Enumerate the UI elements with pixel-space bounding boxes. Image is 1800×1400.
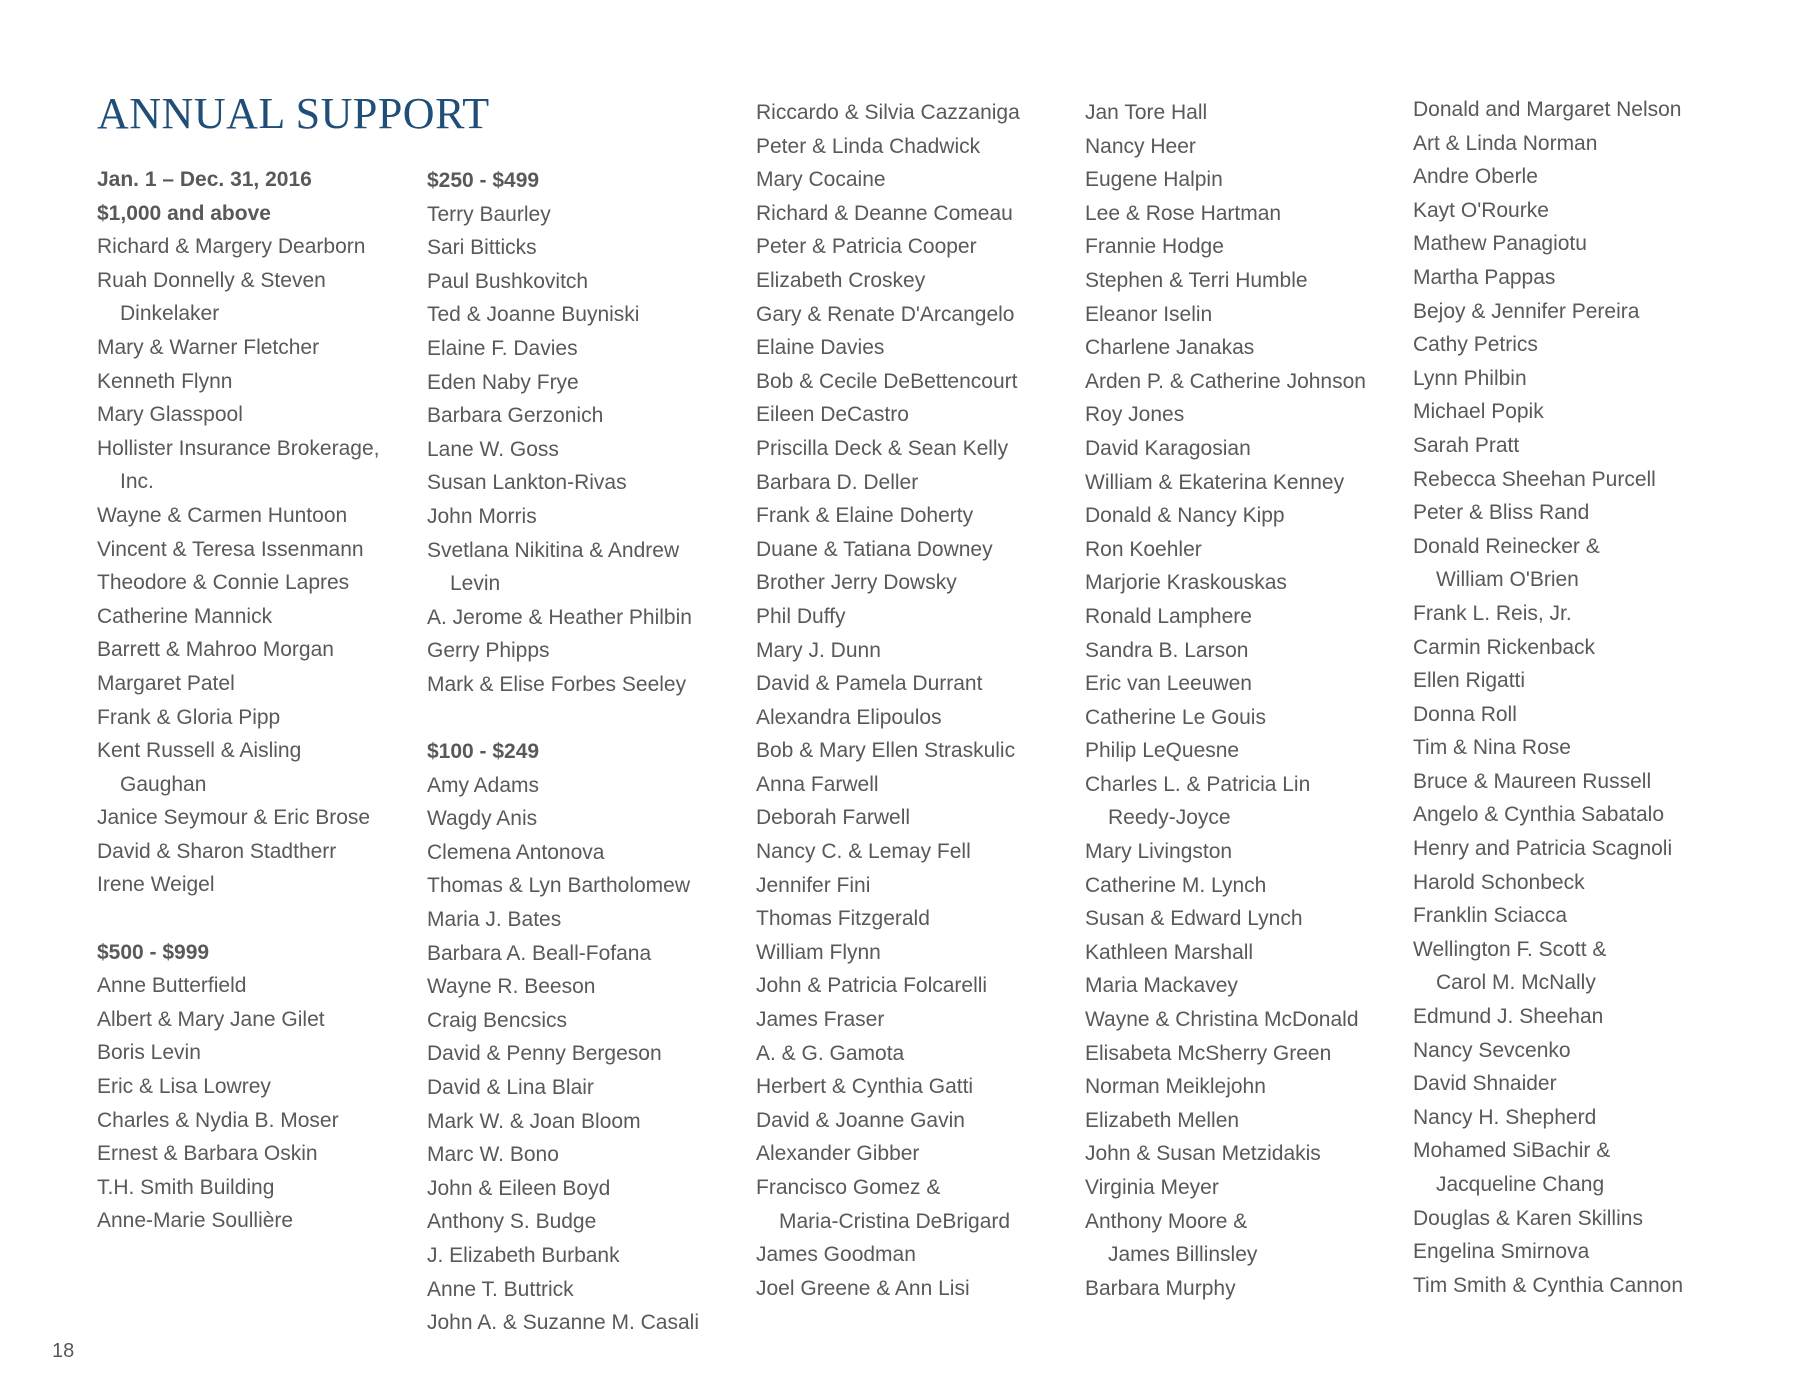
donor-name: Lee & Rose Hartman xyxy=(1085,201,1282,225)
donor-name: Anna Farwell xyxy=(756,772,879,796)
donor-name: Donald Reinecker & xyxy=(1413,534,1600,558)
donor-name: Kayt O'Rourke xyxy=(1413,198,1549,222)
donor-name: Maria J. Bates xyxy=(427,908,562,932)
donor-name: Barbara D. Deller xyxy=(756,470,919,494)
donor-name: Frank & Elaine Doherty xyxy=(756,504,974,528)
donor-name: Virginia Meyer xyxy=(1085,1176,1219,1199)
donor-name: Mary Livingston xyxy=(1085,840,1233,864)
tier-heading-500: $500 - $999 xyxy=(97,940,210,964)
donor-name: Harold Schonbeck xyxy=(1413,870,1585,894)
donor-name: William O'Brien xyxy=(1436,568,1579,592)
donor-name: Eden Naby Frye xyxy=(427,370,579,394)
donor-name: Clemena Antonova xyxy=(427,840,605,864)
donor-name: John & Susan Metzidakis xyxy=(1085,1142,1321,1166)
donor-name: Donald & Nancy Kipp xyxy=(1085,504,1285,528)
donor-name: James Fraser xyxy=(756,1008,885,1032)
donor-name: Levin xyxy=(450,572,501,596)
donor-name: Kathleen Marshall xyxy=(1085,940,1254,964)
donor-name: J. Elizabeth Burbank xyxy=(427,1244,620,1267)
donor-name: Mark W. & Joan Bloom xyxy=(427,1109,641,1133)
donor-name: Janice Seymour & Eric Brose xyxy=(97,806,371,830)
donor-name: Hollister Insurance Brokerage, xyxy=(97,436,380,460)
donor-name: Brother Jerry Dowsky xyxy=(756,571,957,595)
donor-name: Eleanor Iselin xyxy=(1085,302,1213,326)
donor-name: Art & Linda Norman xyxy=(1413,131,1598,155)
donor-name: Henry and Patricia Scagnoli xyxy=(1413,837,1673,861)
donor-column-3 xyxy=(756,96,1071,1305)
donor-name: Wellington F. Scott & xyxy=(1413,937,1607,961)
donor-name: Herbert & Cynthia Gatti xyxy=(756,1075,974,1099)
donor-name: Alexander Gibber xyxy=(756,1142,920,1166)
donor-name: Wayne & Christina McDonald xyxy=(1085,1008,1359,1032)
donor-name: Richard & Deanne Comeau xyxy=(756,201,1013,225)
donor-name: Richard & Margery Dearborn xyxy=(97,235,366,259)
donor-name: Susan Lankton-Rivas xyxy=(427,471,627,495)
donor-name: Angelo & Cynthia Sabatalo xyxy=(1413,803,1665,827)
donor-name: Douglas & Karen Skillins xyxy=(1413,1206,1643,1230)
donor-name: Peter & Bliss Rand xyxy=(1413,501,1590,525)
donor-name: T.H. Smith Building xyxy=(97,1175,275,1199)
donor-name: James Goodman xyxy=(756,1243,916,1267)
donor-name: Kent Russell & Aisling xyxy=(97,739,302,763)
donor-name: Elaine Davies xyxy=(756,336,885,360)
donor-name: Engelina Smirnova xyxy=(1413,1240,1590,1264)
donor-name: Barbara Murphy xyxy=(1085,1276,1236,1300)
donor-name: Thomas Fitzgerald xyxy=(756,907,930,931)
donor-name: Frank L. Reis, Jr. xyxy=(1413,601,1572,625)
donor-name: Anthony S. Budge xyxy=(427,1210,597,1234)
donor-name: Gary & Renate D'Arcangelo xyxy=(756,302,1015,326)
donor-name: Vincent & Teresa Issenmann xyxy=(97,537,364,561)
donor-name: John Morris xyxy=(427,504,537,528)
donor-name: Irene Weigel xyxy=(97,873,215,897)
tier-heading-1000: $1,000 and above xyxy=(97,201,271,225)
donor-name: David & Lina Blair xyxy=(427,1076,594,1100)
donor-name: John & Patricia Folcarelli xyxy=(756,974,988,998)
donor-name: Alexandra Elipoulos xyxy=(756,705,942,729)
donor-name: John A. & Suzanne M. Casali xyxy=(427,1311,699,1335)
donor-column-4 xyxy=(1085,96,1400,1305)
donor-name: Eric van Leeuwen xyxy=(1085,672,1252,696)
donor-name: Eric & Lisa Lowrey xyxy=(97,1075,271,1099)
donor-name: Mohamed SiBachir & xyxy=(1413,1139,1611,1163)
donor-name: Priscilla Deck & Sean Kelly xyxy=(756,436,1009,460)
donor-name: Dinkelaker xyxy=(120,302,220,326)
donor-name: Jan Tore Hall xyxy=(1085,101,1208,124)
donor-name: Mark & Elise Forbes Seeley xyxy=(427,672,687,696)
donor-name: Stephen & Terri Humble xyxy=(1085,268,1308,292)
donor-name: Craig Bencsics xyxy=(427,1008,568,1032)
donor-name: Philip LeQuesne xyxy=(1085,739,1240,763)
donor-name: Charles L. & Patricia Lin xyxy=(1085,772,1311,796)
donor-name: Bruce & Maureen Russell xyxy=(1413,769,1652,793)
donor-name: Eileen DeCastro xyxy=(756,403,909,427)
donor-name: Sarah Pratt xyxy=(1413,433,1520,457)
donor-name: Maria Mackavey xyxy=(1085,974,1238,998)
donor-name: Elizabeth Mellen xyxy=(1085,1108,1240,1132)
donor-name: Boris Levin xyxy=(97,1041,201,1065)
donor-name: Francisco Gomez & xyxy=(756,1176,941,1199)
donor-name: David & Pamela Durrant xyxy=(756,672,983,696)
donor-name: Rebecca Sheehan Purcell xyxy=(1413,467,1656,491)
donor-name: Ted & Joanne Buyniski xyxy=(427,303,640,327)
donor-name: Mary Cocaine xyxy=(756,168,886,192)
donor-name: Jennifer Fini xyxy=(756,873,871,897)
donor-name: Norman Meiklejohn xyxy=(1085,1075,1266,1099)
donor-name: Ellen Rigatti xyxy=(1413,669,1526,693)
donor-name: Sandra B. Larson xyxy=(1085,638,1249,662)
donor-name: Kenneth Flynn xyxy=(97,369,233,393)
donor-name: Wagdy Anis xyxy=(427,807,538,831)
donor-name: Nancy H. Shepherd xyxy=(1413,1105,1597,1129)
donor-name: Anne T. Buttrick xyxy=(427,1277,574,1301)
donor-name: Albert & Mary Jane Gilet xyxy=(97,1007,325,1031)
donor-name: Anthony Moore & xyxy=(1085,1209,1248,1233)
section-gap xyxy=(427,702,742,736)
date-range-heading: Jan. 1 – Dec. 31, 2016 xyxy=(97,168,312,191)
donor-name: Bejoy & Jennifer Pereira xyxy=(1413,299,1640,323)
donor-name: Thomas & Lyn Bartholomew xyxy=(427,874,691,898)
donor-name: Paul Bushkovitch xyxy=(427,269,589,293)
donor-name: Donald and Margaret Nelson xyxy=(1413,98,1682,121)
donor-name: Margaret Patel xyxy=(97,671,235,695)
page-number: 18 xyxy=(52,1340,75,1362)
donor-name: James Billinsley xyxy=(1108,1243,1258,1267)
page-title: ANNUAL SUPPORT xyxy=(97,89,490,138)
donor-name: Elizabeth Croskey xyxy=(756,268,926,292)
donor-name: Svetlana Nikitina & Andrew xyxy=(427,538,680,562)
donor-name: Mathew Panagiotu xyxy=(1413,232,1587,256)
donor-name: Barrett & Mahroo Morgan xyxy=(97,638,334,662)
donor-name: Phil Duffy xyxy=(756,604,846,628)
donor-name: Susan & Edward Lynch xyxy=(1085,907,1303,931)
donor-name: Catherine Mannick xyxy=(97,604,273,628)
donor-name: Nancy Heer xyxy=(1085,134,1196,158)
donor-name: Tim Smith & Cynthia Cannon xyxy=(1413,1273,1683,1297)
donor-name: Ruah Donnelly & Steven xyxy=(97,268,326,292)
donor-name: Deborah Farwell xyxy=(756,806,911,830)
donor-name: Mary J. Dunn xyxy=(756,638,881,662)
donor-name: Maria-Cristina DeBrigard xyxy=(779,1209,1011,1233)
donor-name: Theodore & Connie Lapres xyxy=(97,571,350,595)
donor-column-5 xyxy=(1413,93,1728,1302)
section-gap xyxy=(97,902,412,936)
donor-name: Gerry Phipps xyxy=(427,639,550,663)
donor-name: David Karagosian xyxy=(1085,436,1251,460)
donor-name: Reedy-Joyce xyxy=(1108,806,1231,830)
donor-name: Charlene Janakas xyxy=(1085,336,1255,360)
donor-name: Franklin Sciacca xyxy=(1413,904,1568,928)
donor-name: Duane & Tatiana Downey xyxy=(756,537,993,561)
tier-heading-100: $100 - $249 xyxy=(427,740,540,764)
donor-name: Marc W. Bono xyxy=(427,1143,559,1167)
donor-name: A. & G. Gamota xyxy=(756,1041,905,1065)
donor-name: David & Penny Bergeson xyxy=(427,1042,662,1066)
donor-name: Martha Pappas xyxy=(1413,265,1556,289)
donor-name: Frannie Hodge xyxy=(1085,235,1224,259)
donor-name: Frank & Gloria Pipp xyxy=(97,705,281,729)
donor-name: Amy Adams xyxy=(427,773,540,797)
donor-name: Joel Greene & Ann Lisi xyxy=(756,1276,970,1300)
donor-name: Catherine Le Gouis xyxy=(1085,705,1266,729)
donor-name: Wayne & Carmen Huntoon xyxy=(97,503,348,527)
donor-name: Peter & Linda Chadwick xyxy=(756,134,981,158)
donor-name: David & Sharon Stadtherr xyxy=(97,839,337,863)
donor-name: Ronald Lamphere xyxy=(1085,604,1252,628)
donor-name: A. Jerome & Heather Philbin xyxy=(427,605,692,629)
donor-name: Inc. xyxy=(120,470,154,494)
donor-name: Eugene Halpin xyxy=(1085,168,1223,192)
donor-name: Bob & Cecile DeBettencourt xyxy=(756,369,1018,393)
donor-name: Sari Bitticks xyxy=(427,236,537,260)
tier-heading-250: $250 - $499 xyxy=(427,169,540,192)
donor-name: Bob & Mary Ellen Straskulic xyxy=(756,739,1016,763)
donor-name: Mary Glasspool xyxy=(97,403,243,427)
donor-name: Carol M. McNally xyxy=(1436,971,1596,995)
donor-name: John & Eileen Boyd xyxy=(427,1176,611,1200)
donor-name: Jacqueline Chang xyxy=(1436,1173,1605,1196)
donor-name: Elaine F. Davies xyxy=(427,336,578,360)
donor-name: Anne Butterfield xyxy=(97,974,247,998)
donor-name: Elisabeta McSherry Green xyxy=(1085,1041,1332,1065)
donor-name: Andre Oberle xyxy=(1413,165,1538,189)
donor-name: Ron Koehler xyxy=(1085,537,1202,561)
donor-name: Barbara A. Beall-Fofana xyxy=(427,941,652,965)
donor-name: William & Ekaterina Kenney xyxy=(1085,470,1345,494)
donor-name: Carmin Rickenback xyxy=(1413,635,1596,659)
donor-name: Peter & Patricia Cooper xyxy=(756,235,977,259)
donor-name: Gaughan xyxy=(120,772,207,796)
donor-name: Terry Baurley xyxy=(427,202,551,226)
donor-name: Cathy Petrics xyxy=(1413,333,1538,357)
donor-name: Anne-Marie Soullière xyxy=(97,1209,294,1233)
donor-name: Riccardo & Silvia Cazzaniga xyxy=(756,101,1020,124)
donor-name: Michael Popik xyxy=(1413,400,1544,424)
donor-name: David & Joanne Gavin xyxy=(756,1108,965,1132)
donor-name: Tim & Nina Rose xyxy=(1413,736,1571,760)
donor-name: Wayne R. Beeson xyxy=(427,975,596,999)
donor-name: Donna Roll xyxy=(1413,702,1517,726)
donor-name: Marjorie Kraskouskas xyxy=(1085,571,1287,595)
donor-name: Ernest & Barbara Oskin xyxy=(97,1142,318,1166)
donor-name: Mary & Warner Fletcher xyxy=(97,335,320,359)
donor-name: Edmund J. Sheehan xyxy=(1413,1005,1604,1029)
donor-name: William Flynn xyxy=(756,940,881,964)
donor-name: David Shnaider xyxy=(1413,1072,1557,1096)
donor-name: Catherine M. Lynch xyxy=(1085,873,1267,897)
donor-name: Charles & Nydia B. Moser xyxy=(97,1108,339,1132)
donor-name: Lane W. Goss xyxy=(427,437,559,461)
donor-name: Roy Jones xyxy=(1085,403,1185,427)
donor-name: Nancy Sevcenko xyxy=(1413,1038,1571,1062)
donor-name: Nancy C. & Lemay Fell xyxy=(756,840,971,864)
donor-column-1 xyxy=(97,163,412,1238)
donor-name: Barbara Gerzonich xyxy=(427,404,604,428)
donor-column-2 xyxy=(427,164,742,1340)
donor-name: Lynn Philbin xyxy=(1413,366,1527,390)
donor-name: Arden P. & Catherine Johnson xyxy=(1085,369,1366,393)
